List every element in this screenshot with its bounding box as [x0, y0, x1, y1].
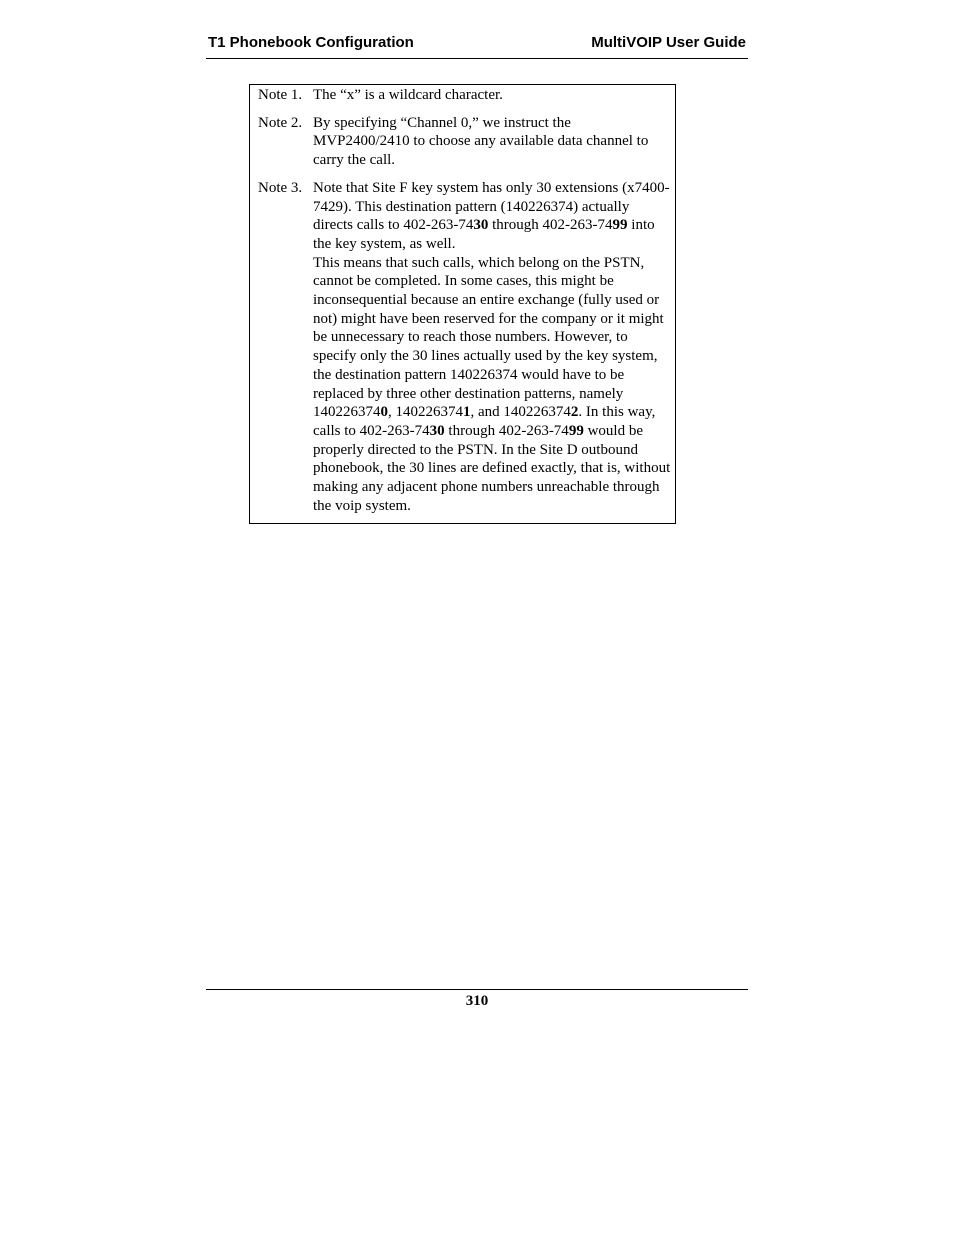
bold-digits: 30 [429, 422, 445, 439]
page-number: 310 [465, 993, 489, 1009]
note-text-run: By specifying “Channel 0,” we instruct the MVP2400/2410 to choose any available data channel to carry the call. [313, 114, 649, 169]
text-run: through 402-263-74 [444, 422, 569, 439]
page-header [206, 32, 748, 59]
note-text [313, 86, 671, 105]
note-paragraph-1 [313, 179, 671, 254]
bold-digits: 1 [463, 404, 471, 421]
notes-box [249, 84, 676, 524]
bold-digits: 2 [570, 404, 579, 421]
header-section-title: T1 Phonebook Configuration [208, 34, 414, 51]
note-text-run: The “x” is a wildcard character. [313, 87, 503, 103]
bold-digits: 30 [473, 217, 489, 234]
bold-digits: 99 [568, 422, 584, 439]
footer-rule [206, 989, 748, 990]
text-run: , and 140226374 [470, 404, 571, 421]
note-1 [250, 86, 671, 105]
note-text [313, 114, 671, 170]
note-3 [250, 179, 671, 516]
text-run: through 402-263-74 [488, 217, 613, 234]
note-label: Note 3. [258, 179, 303, 196]
text-run: into the key system, as well. [313, 217, 655, 252]
text-run: , 140226374 [388, 404, 463, 421]
bold-digits: 99 [612, 217, 628, 234]
note-label: Note 2. [258, 114, 303, 131]
note-label: Note 1. [258, 87, 303, 103]
text-run: would be properly directed to the PSTN. In the Site D outbound phonebook, the 30 lines are defined exactly, that is, without making any adjacent phone numbers unreachable through the voip system. [313, 422, 671, 514]
note-paragraph-2 [313, 254, 671, 516]
text-run: This means that such calls, which belong on the PSTN, cannot be completed. In some cases, this might be inconsequential because an entire exchange (fully used or not) might have been reserved for the company or it might be unnecessary to reach those numbers. However, to specify only the 30 lines actually used by the key system, the destination pattern 140226374 would have to be replaced by three other destination patterns, namely 140226374 [313, 254, 664, 421]
note-2 [250, 114, 671, 170]
text-run: Note that Site F key system has only 30 extensions (x7400-7429). This destination pattern (140226374) actually directs calls to 402-263-74 [313, 179, 670, 234]
bold-digits: 0 [380, 404, 388, 421]
header-guide-title: MultiVOIP User Guide [591, 34, 746, 51]
text-run: . In this way, calls to 402-263-74 [313, 404, 656, 439]
